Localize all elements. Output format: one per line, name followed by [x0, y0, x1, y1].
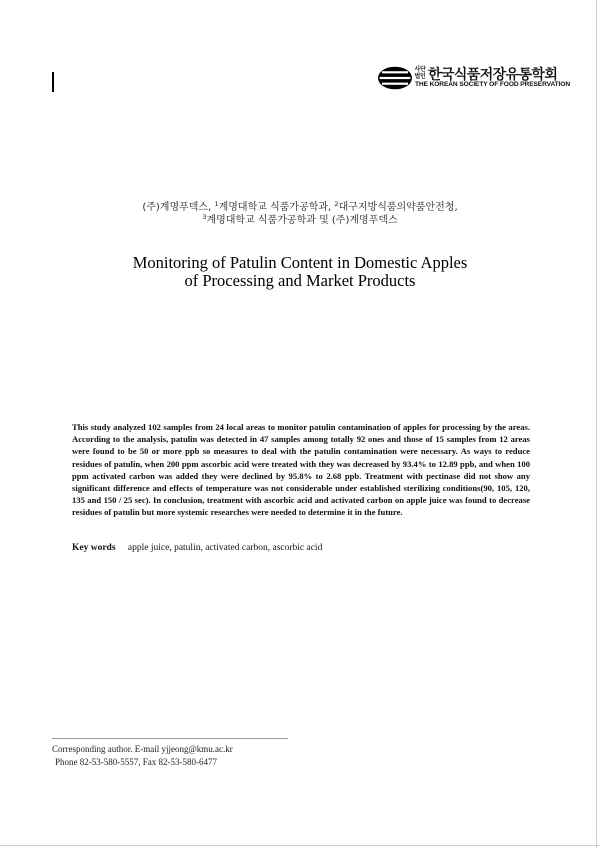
affiliation-agency: 대구지방식품의약품안전청,: [338, 202, 458, 213]
keywords-label: Key words: [72, 543, 116, 553]
page-frame-right: [596, 0, 597, 848]
logo-prefix: 사단법인: [414, 66, 426, 80]
affiliation-marker-1: 1: [214, 200, 219, 208]
paper-title-line-2: of Processing and Market Products: [184, 271, 416, 290]
footnote-author: Corresponding author. E-mail yjjeong@kmu.ac.kr: [52, 744, 233, 754]
abstract: This study analyzed 102 samples from 24 local areas to monitor patulin contamination of apples for processing by the areas. According to the analysis, patulin was detected in 47 samples among totally 92 ones and those of 15 samples from 12 areas were found to be 50 or more ppb so measures to deal with the patulin contamination were necessary. As ways to reduce residues of patulin, when 200 ppm ascorbic acid were treated with they was decreased by 93.4% to 12.89 ppb, and when 100 ppm activated carbon was added they were declined by 95.8% to 2.68 ppb. Treatment with pectinase did not show any significant difference and effects of temperature was not considerable under established sterilizing conditions(90, 105, 120, 135 and 150 / 25 sec). In conclusion, treatment with ascorbic acid and activated carbon on apple juice was found to decrease residues of patulin but more systemic researches were needed to determine it in the future.: [72, 422, 530, 518]
affiliation-marker-3: 3: [202, 213, 207, 221]
affiliation-line-2: [0, 211, 600, 226]
keywords: [72, 543, 322, 553]
society-emblem-icon: [377, 66, 413, 90]
logo-name-english: THE KOREAN SOCIETY OF FOOD PRESERVATION: [415, 81, 570, 88]
margin-mark: [52, 72, 54, 92]
affiliation-company: (주)계명푸덱스,: [142, 202, 212, 213]
affiliation-joint: 계명대학교 식품가공학과 및 (주)계명푸덱스: [206, 215, 398, 226]
footnote-phone: Phone 82-53-580-5557, Fax 82-53-580-6477: [55, 757, 217, 767]
footnote-rule: [52, 738, 288, 739]
society-logo: [377, 66, 570, 90]
paper-title-line-1: Monitoring of Patulin Content in Domestic Apples: [132, 253, 468, 272]
logo-name-korean: 한국식품저장유통학회: [428, 67, 558, 83]
keywords-value: apple juice, patulin, activated carbon, ascorbic acid: [127, 543, 323, 553]
affiliation-marker-2: 2: [334, 200, 339, 208]
affiliation-university: 계명대학교 식품가공학과,: [218, 202, 332, 213]
page-frame-bottom: [0, 845, 600, 846]
